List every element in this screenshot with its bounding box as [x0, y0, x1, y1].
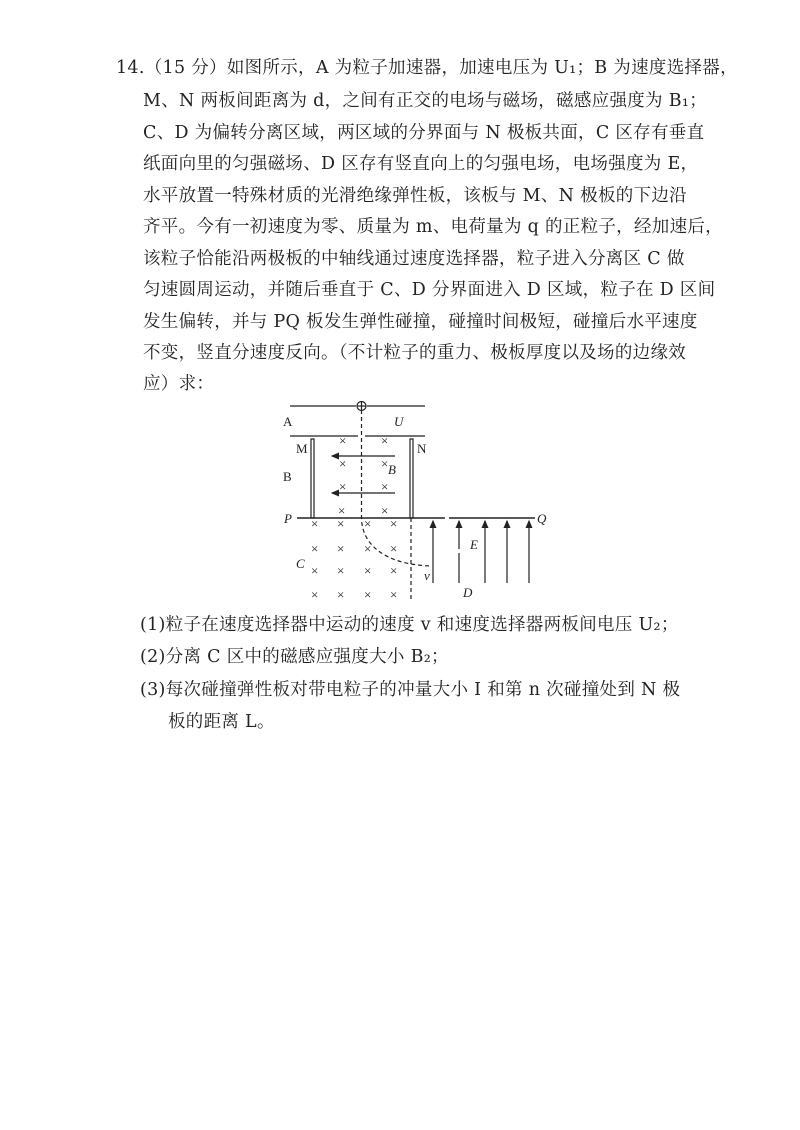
svg-text:×: × — [390, 587, 398, 602]
svg-text:×: × — [381, 503, 389, 518]
svg-text:×: × — [364, 587, 372, 602]
label-v: v — [424, 568, 430, 583]
svg-text:×: × — [337, 541, 345, 556]
problem-line: 该粒子恰能沿两极板的中轴线通过速度选择器，粒子进入分离区 C 做 — [143, 249, 685, 269]
svg-text:×: × — [390, 516, 398, 531]
label-E: E — [470, 537, 478, 552]
problem-line: M、N 两板间距离为 d，之间有正交的电场与磁场，磁感应强度为 B₁； — [143, 91, 707, 111]
problem-line: 匀速圆周运动，并随后垂直于 C、D 分界面进入 D 区域，粒子在 D 区间 — [143, 280, 716, 300]
question-3: (3)每次碰撞弹性板对带电粒子的冲量大小 I 和第 n 次碰撞处到 N 极 — [140, 680, 681, 700]
label-Q: Q — [537, 511, 547, 526]
problem-line: 应）求： — [143, 374, 215, 394]
svg-text:×: × — [339, 456, 347, 471]
svg-text:×: × — [364, 541, 372, 556]
svg-text:×: × — [337, 563, 345, 578]
svg-text:×: × — [381, 433, 389, 448]
svg-text:×: × — [364, 563, 372, 578]
problem-line: C、D 为偏转分离区域，两区域的分界面与 N 极板共面，C 区存有垂直 — [143, 123, 705, 143]
label-A: A — [283, 414, 293, 429]
label-C: C — [296, 556, 305, 571]
svg-text:×: × — [337, 587, 345, 602]
label-B-field: B — [388, 462, 396, 477]
question-1: (1)粒子在速度选择器中运动的速度 v 和速度选择器两板间电压 U₂； — [140, 615, 679, 635]
problem-line: 水平放置一特殊材质的光滑绝缘弹性板，该板与 M、N 极板的下边沿 — [143, 186, 687, 206]
svg-text:×: × — [337, 516, 345, 531]
label-N: N — [417, 441, 427, 456]
svg-text:×: × — [381, 456, 389, 471]
problem-line: 齐平。今有一初速度为零、质量为 m、电荷量为 q 的正粒子，经加速后， — [143, 217, 723, 237]
problem-line: 发生偏转，并与 PQ 板发生弹性碰撞，碰撞时间极短，碰撞后水平速度 — [143, 312, 698, 332]
label-P: P — [284, 511, 292, 526]
svg-text:×: × — [339, 433, 347, 448]
problem-line: 不变，竖直分速度反向。（不计粒子的重力、极板厚度以及场的边缘效 — [143, 343, 687, 363]
svg-text:×: × — [364, 516, 372, 531]
label-D: D — [463, 585, 473, 600]
svg-text:×: × — [311, 587, 319, 602]
svg-text:×: × — [338, 503, 346, 518]
label-M: M — [296, 441, 308, 456]
svg-text:×: × — [339, 479, 347, 494]
svg-text:×: × — [311, 516, 319, 531]
svg-text:×: × — [381, 479, 389, 494]
plate-M — [311, 439, 314, 518]
plate-N — [410, 439, 413, 518]
label-U: U — [394, 414, 404, 429]
label-B-region: B — [283, 469, 292, 484]
svg-text:×: × — [311, 541, 319, 556]
problem-line: 14.（15 分）如图所示，A 为粒子加速器，加速电压为 U₁；B 为速度选择器， — [116, 58, 738, 78]
svg-text:×: × — [311, 563, 319, 578]
question-3-cont: 板的距离 L。 — [168, 712, 275, 732]
svg-text:×: × — [390, 563, 398, 578]
problem-line: 纸面向里的匀强磁场、D 区存有竖直向上的匀强电场，电场强度为 E， — [143, 154, 699, 174]
question-2: (2)分离 C 区中的磁感应强度大小 B₂； — [140, 647, 449, 667]
svg-text:×: × — [390, 541, 398, 556]
